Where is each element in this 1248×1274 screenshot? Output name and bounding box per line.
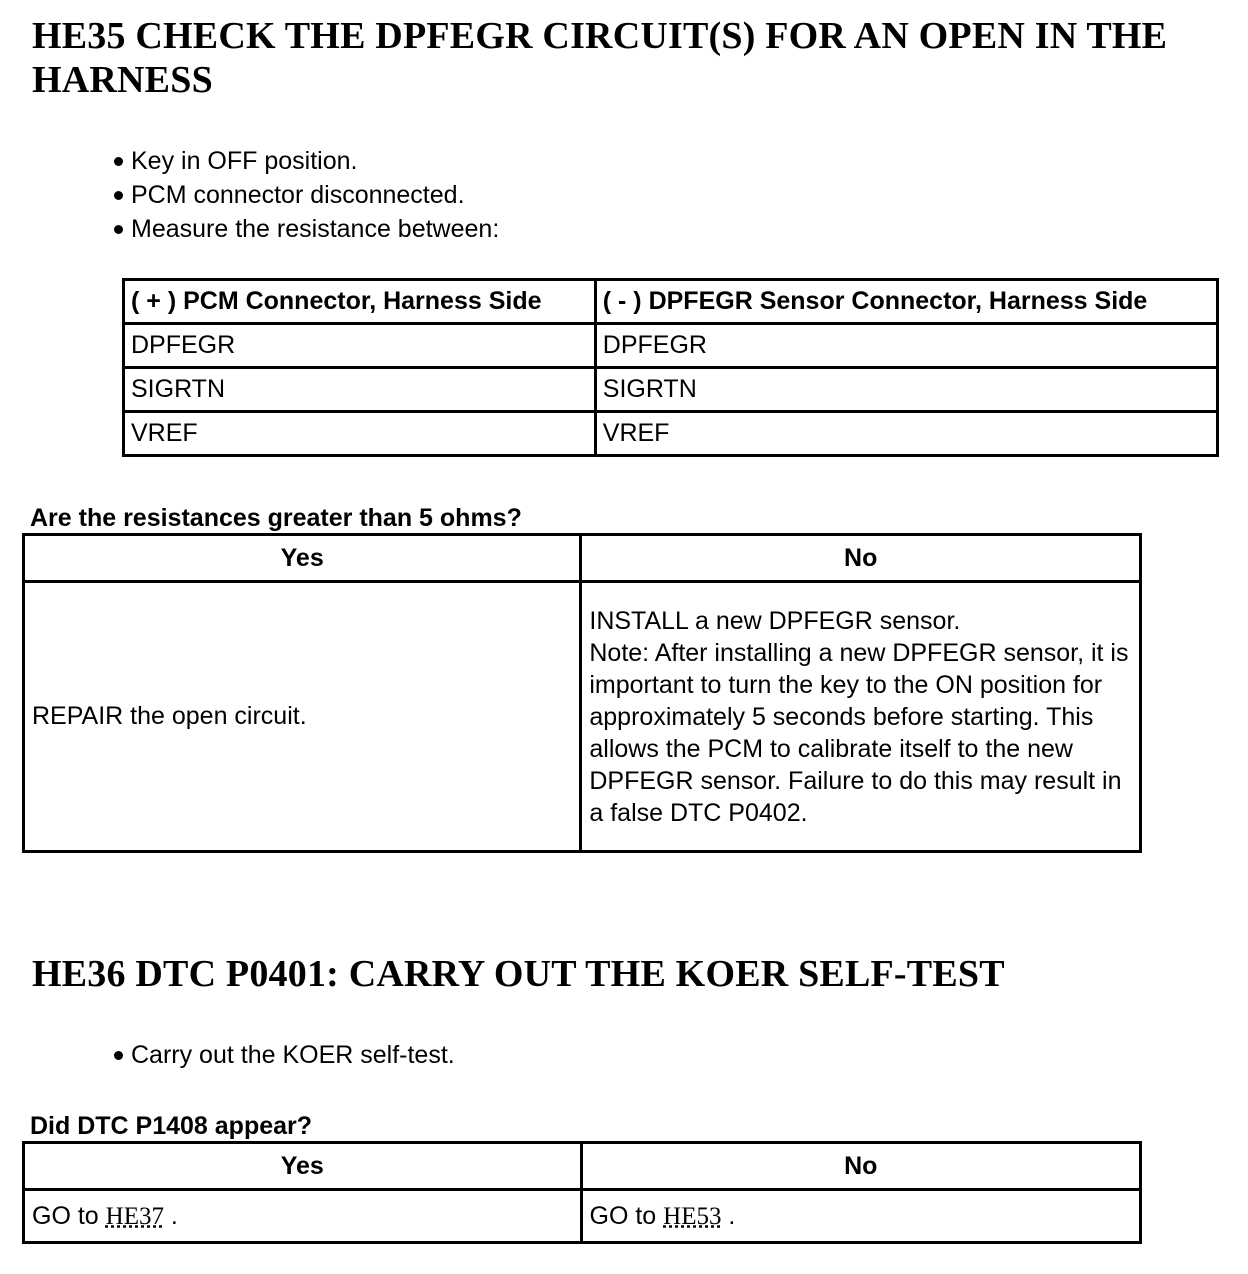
table-cell: DPFEGR [124, 324, 596, 368]
table-cell: VREF [124, 412, 596, 456]
answer-row [24, 582, 1141, 852]
bullet-item: Carry out the KOER self-test. [112, 1038, 455, 1072]
table-cell: SIGRTN [595, 368, 1217, 412]
no-header: No [581, 1143, 1141, 1190]
he36-answer-table [22, 1141, 1142, 1244]
bullet-dot-icon [114, 157, 123, 166]
he35-bullet-list [112, 144, 499, 246]
answer-header-row [24, 535, 1141, 582]
bullet-dot-icon [114, 191, 123, 200]
link-he37[interactable]: HE37 [105, 1202, 164, 1230]
bullet-dot-icon [114, 225, 123, 234]
table-row [124, 412, 1218, 456]
table-row [124, 324, 1218, 368]
no-action: INSTALL a new DPFEGR sensor. Note: After installing a new DPFEGR sensor, it is important to turn the key to the ON position for approximately 5 seconds before starting. This allows the PCM to calibrate itself to the new DPFEGR sensor. Failure to do this may result in a false DTC P0402. [581, 582, 1141, 852]
he35-answer-table [22, 533, 1142, 853]
he36-bullet-list [112, 1038, 455, 1072]
yes-header: Yes [24, 1143, 582, 1190]
column-header-sensor: ( - ) DPFEGR Sensor Connector, Harness Side [595, 280, 1217, 324]
no-header: No [581, 535, 1141, 582]
answer-row [24, 1190, 1141, 1243]
table-row [124, 368, 1218, 412]
section-title-he36: HE36 DTC P0401: CARRY OUT THE KOER SELF-TEST [32, 953, 1005, 995]
table-cell: VREF [595, 412, 1217, 456]
bullet-item: Key in OFF position. [112, 144, 499, 178]
yes-header: Yes [24, 535, 581, 582]
measure-table [122, 278, 1219, 457]
no-action: GO to HE53 . [581, 1190, 1141, 1243]
answer-header-row [24, 1143, 1141, 1190]
table-cell: DPFEGR [595, 324, 1217, 368]
he35-question: Are the resistances greater than 5 ohms? [30, 504, 522, 532]
yes-action: GO to HE37 . [24, 1190, 582, 1243]
column-header-pcm: ( + ) PCM Connector, Harness Side [124, 280, 596, 324]
section-title-he35: HE35 CHECK THE DPFEGR CIRCUIT(S) FOR AN OPEN IN THE HARNESS [32, 15, 1168, 101]
he36-question: Did DTC P1408 appear? [30, 1112, 313, 1140]
yes-action: REPAIR the open circuit. [24, 582, 581, 852]
bullet-item: Measure the resistance between: [112, 212, 499, 246]
table-cell: SIGRTN [124, 368, 596, 412]
bullet-item: PCM connector disconnected. [112, 178, 499, 212]
table-header-row [124, 280, 1218, 324]
link-he53[interactable]: HE53 [663, 1202, 722, 1230]
bullet-dot-icon [114, 1051, 123, 1060]
